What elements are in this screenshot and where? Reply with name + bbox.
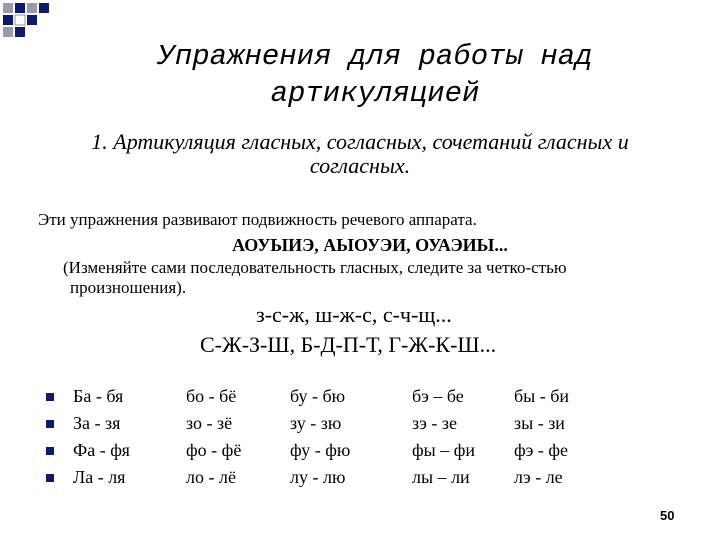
syllable-pair: бэ – бе <box>412 386 464 406</box>
bullet-icon <box>46 447 54 455</box>
syllable-pair: фу - фю <box>290 440 351 460</box>
bullet-icon <box>46 393 54 401</box>
syllable-pair: лу - лю <box>290 467 346 487</box>
consonant-group-lower: з-с-ж, ш-ж-с, с-ч-щ... <box>256 302 452 327</box>
syllable-pair: бу - бю <box>290 386 346 406</box>
syllable-pair: За - зя <box>73 413 121 433</box>
syllable-pair: зо - зё <box>186 413 233 433</box>
syllable-pair: лэ - ле <box>514 467 563 487</box>
section-heading <box>40 130 680 178</box>
syllable-pair: Ба - бя <box>73 386 124 406</box>
corner-decoration <box>0 0 60 40</box>
slide-title <box>70 38 680 112</box>
syllable-pair: фэ - фе <box>514 440 569 460</box>
syllable-pair: лы – ли <box>412 467 470 487</box>
consonant-group-upper: С-Ж-З-Ш, Б-Д-П-Т, Г-Ж-К-Ш... <box>200 332 497 357</box>
syllable-pair: фы – фи <box>412 440 476 460</box>
section-heading-line1: 1. Артикуляция гласных, согласных, сочетаний гласных и <box>91 129 629 154</box>
syllable-pair: ло - лё <box>186 467 236 487</box>
syllable-pair: зу - зю <box>290 413 342 433</box>
slide-title-line1: Упражнения для работы над <box>157 40 593 73</box>
syllable-pair: Фа - фя <box>73 440 130 460</box>
syllable-pair: фо - фё <box>186 440 242 460</box>
hint-text <box>63 258 663 298</box>
slide-title-line2: артикуляцией <box>270 77 480 110</box>
syllable-pair: зы - зи <box>514 413 565 433</box>
syllable-table <box>0 385 720 485</box>
bullet-icon <box>46 420 54 428</box>
page-number: 50 <box>660 508 675 523</box>
hint-line2: произношения). <box>70 278 187 297</box>
bullet-icon <box>46 474 54 482</box>
section-heading-line2: согласных. <box>309 153 411 178</box>
intro-text: Эти упражнения развивают подвижность речевого аппарата. <box>38 210 477 229</box>
syllable-pair: бы - би <box>514 386 570 406</box>
syllable-pair: бо - бё <box>186 386 237 406</box>
hint-line1: (Изменяйте сами последовательность гласных, следите за четко-стью <box>63 258 567 277</box>
syllable-pair: Ла - ля <box>73 467 126 487</box>
syllable-pair: зэ - зе <box>412 413 457 433</box>
vowel-sequences: АОУЫИЭ, АЫОУЭИ, ОУАЭИЫ... <box>232 235 508 255</box>
